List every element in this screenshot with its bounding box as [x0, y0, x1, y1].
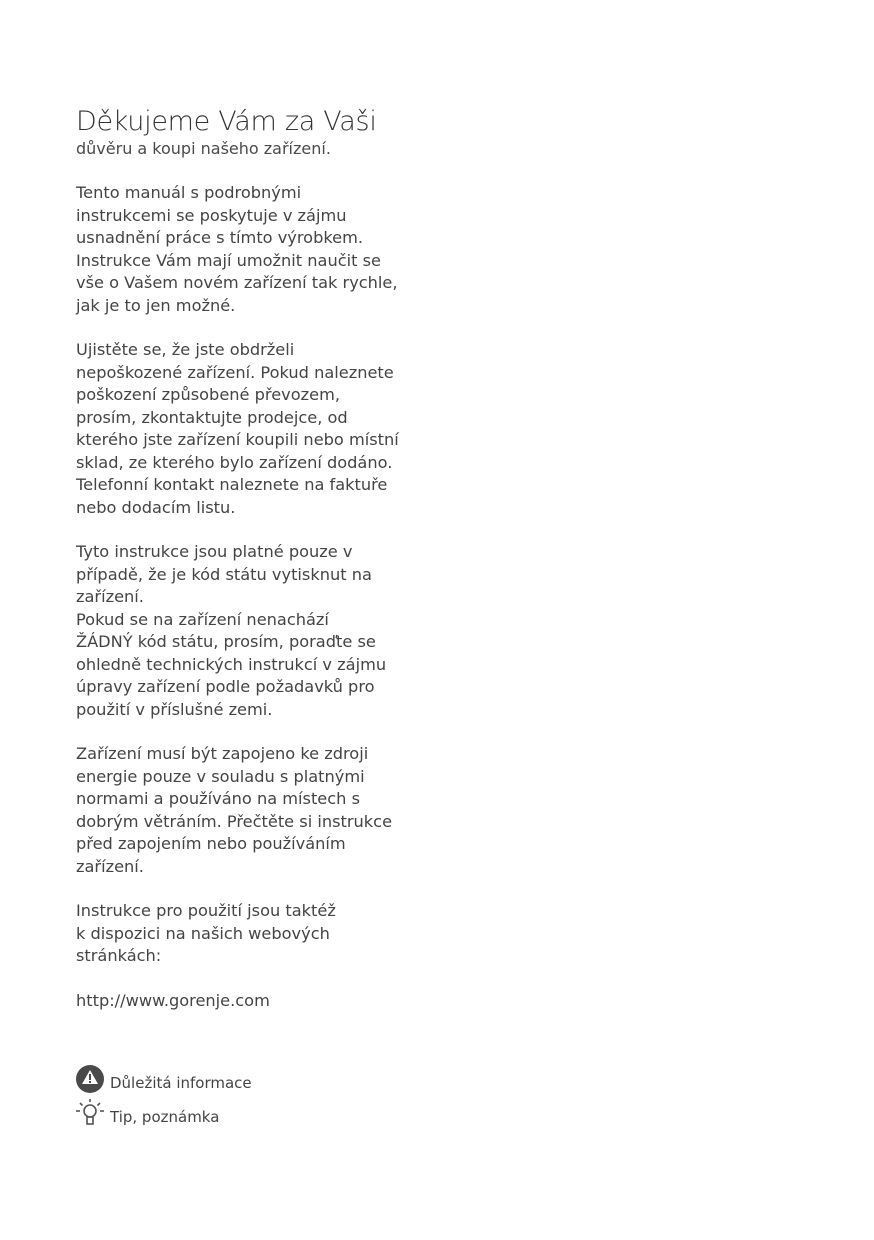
text-line: Instrukce Vám mají umožnit naučit se	[76, 250, 381, 270]
text-line: k dispozici na našich webových	[76, 923, 330, 943]
text-line: nepoškozené zařízení. Pokud naleznete	[76, 362, 394, 382]
lightbulb-icon	[76, 1098, 106, 1128]
text-line: ŽÁDNÝ kód státu, prosím, poraďte se	[76, 632, 376, 651]
text-line: energie pouze v souladu s platnými	[76, 766, 365, 786]
legend	[76, 1060, 252, 1128]
text-line: případě, že je kód státu vytisknut na	[76, 564, 372, 584]
warning-icon	[76, 1064, 106, 1094]
text-line: poškození způsobené převozem,	[76, 385, 341, 404]
legend-tip	[76, 1094, 252, 1128]
page-subtitle: důvěru a koupi našeho zařízení.	[76, 139, 331, 158]
legend-important-label: Důležitá informace	[110, 1074, 252, 1092]
text-line: stránkách:	[76, 946, 162, 965]
text-line: úpravy zařízení podle požadavků pro	[76, 677, 375, 696]
text-line: Tyto instrukce jsou platné pouze v	[76, 542, 353, 561]
paragraph	[76, 743, 456, 878]
paragraph	[76, 900, 456, 968]
text-line: normami a používáno na místech s	[76, 789, 361, 808]
text-line: ohledně technických instrukcí v zájmu	[76, 654, 387, 674]
text-line: Zařízení musí být zapojeno ke zdroji	[76, 744, 369, 763]
paragraphs	[76, 182, 456, 968]
text-line: jak je to jen možné.	[76, 295, 236, 315]
text-line: použití v příslušné zemi.	[76, 699, 273, 719]
text-line: zařízení.	[76, 856, 144, 876]
website-link[interactable]: http://www.gorenje.com	[76, 990, 270, 1010]
text-line: Telefonní kontakt naleznete na faktuře	[76, 475, 388, 494]
text-line: kterého jste zařízení koupili nebo místní	[76, 430, 399, 449]
text-line: nebo dodacím listu.	[76, 497, 236, 517]
document-body	[76, 106, 456, 1012]
text-line: Tento manuál s podrobnými	[76, 183, 302, 202]
paragraph	[76, 182, 456, 317]
text-line: prosím, zkontaktujte prodejce, od	[76, 407, 348, 427]
text-line: Pokud se na zařízení nenachází	[76, 609, 329, 629]
text-line: usnadnění práce s tímto výrobkem.	[76, 228, 364, 247]
legend-important	[76, 1060, 252, 1094]
text-line: Instrukce pro použití jsou taktéž	[76, 901, 336, 920]
text-line: Ujistěte se, že jste obdrželi	[76, 340, 295, 359]
text-line: vše o Vašem novém zařízení tak rychle,	[76, 273, 398, 292]
paragraph	[76, 339, 456, 519]
paragraph	[76, 541, 456, 721]
legend-tip-label: Tip, poznámka	[110, 1108, 220, 1126]
text-line: instrukcemi se poskytuje v zájmu	[76, 205, 347, 225]
text-line: sklad, ze kterého bylo zařízení dodáno.	[76, 452, 393, 472]
text-line: zařízení.	[76, 587, 144, 606]
text-line: před zapojením nebo používáním	[76, 834, 346, 853]
text-line: dobrým větráním. Přečtěte si instrukce	[76, 811, 393, 831]
page-title: Děkujeme Vám za Vaši	[76, 106, 377, 137]
